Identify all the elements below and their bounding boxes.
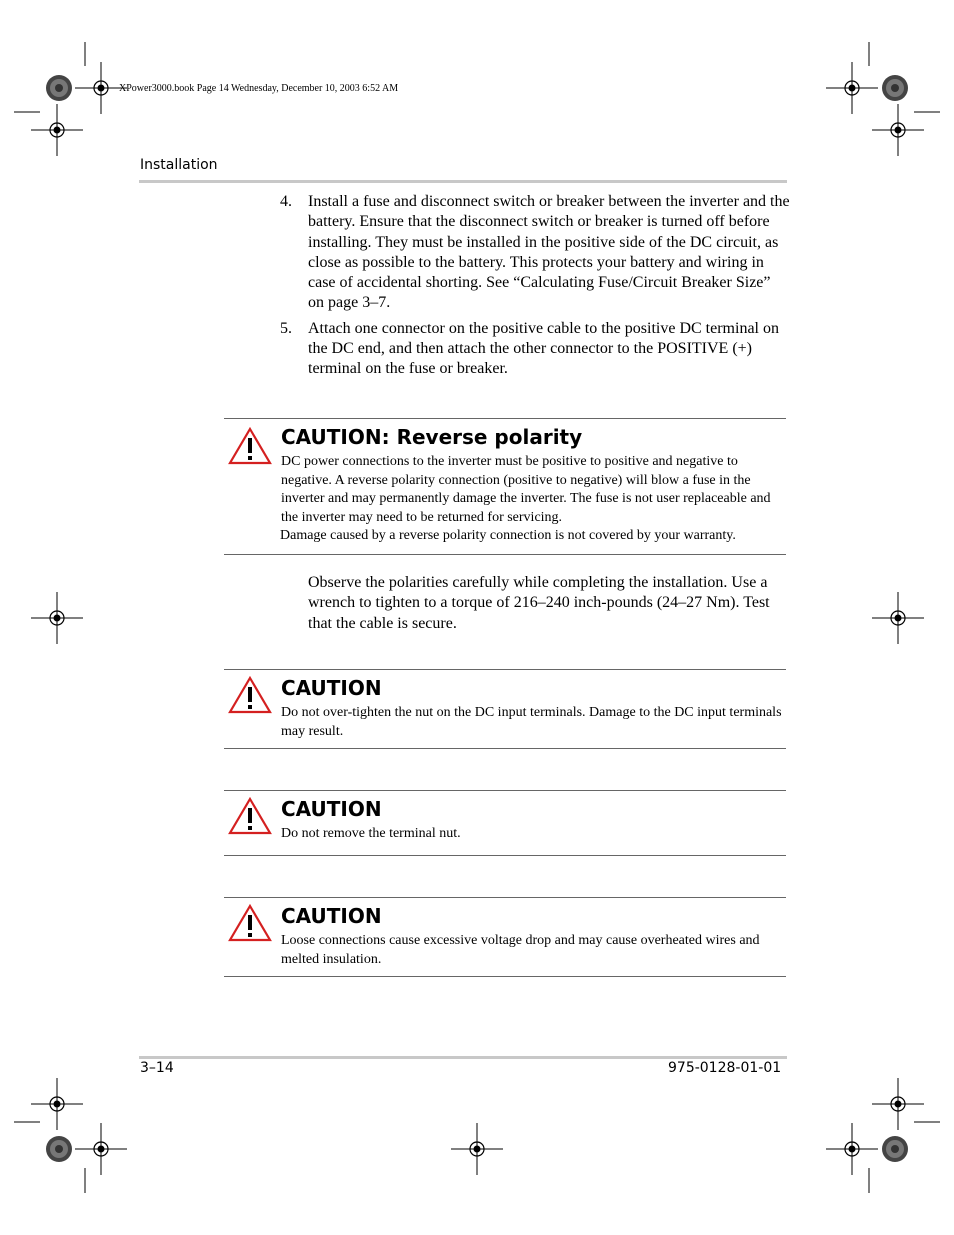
- caution-terminal-nut: [224, 790, 786, 856]
- observe-paragraph: Observe the polarities carefully while completing the installation. Use a wrench to tighten to a torque of 216–240 inch-pounds (24–27 Nm). Test that the cable is secure.: [308, 574, 770, 632]
- book-slug: XPower3000.book Page 14 Wednesday, December 10, 2003 6:52 AM: [119, 83, 399, 94]
- crosshair-mark: [31, 592, 83, 644]
- caution-title: CAUTION: [281, 904, 382, 928]
- starburst-mark-top-right: [882, 75, 908, 101]
- caution-title: CAUTION: Reverse polarity: [281, 425, 583, 449]
- caution-title: CAUTION: [281, 676, 382, 700]
- crosshair-mark: [451, 1123, 503, 1175]
- step-number: 5.: [280, 319, 292, 337]
- warning-triangle-icon: [228, 427, 272, 465]
- step-list: [280, 192, 790, 385]
- caution-body: Do not remove the terminal nut.: [281, 826, 461, 841]
- warning-triangle-icon: [228, 904, 272, 942]
- step-number: 4.: [280, 193, 292, 210]
- caution-body-paragraph: DC power connections to the inverter must be positive to positive and negative to negative. A reverse polarity connection (positive to negative) will blow a fuse in the inverter and may permanently damage the inverter. The fuse is not user replaceable and the inverter may need to be returned for servicing.: [281, 454, 771, 525]
- starburst-mark-bottom-left: [46, 1136, 72, 1162]
- footer-rule: [139, 1056, 787, 1059]
- warning-triangle-icon: [228, 797, 272, 835]
- document-number: 975-0128-01-01: [668, 1060, 782, 1076]
- caution-body: Loose connections cause excessive voltage drop and may cause overheated wires and melted insulation.: [281, 933, 760, 967]
- crosshair-mark: [872, 592, 924, 644]
- starburst-mark-bottom-right: [882, 1136, 908, 1162]
- step-text: Attach one connector on the positive cable to the positive DC terminal on the DC end, and then attach the other connector to the POSITIVE (+) terminal on the fuse or breaker.: [308, 319, 779, 378]
- caution-body: [281, 453, 789, 546]
- warning-triangle-icon: [228, 676, 272, 714]
- caution-loose-connections: [224, 897, 786, 977]
- step-text: Install a fuse and disconnect switch or breaker between the inverter and the battery. Ensure that the disconnect switch or breaker is turned off before installing. They must be installed in the positive side of the DC circuit, as close as possible to the battery. This protects your battery and wiring in case of accidental shorting. See “Calculating Fuse/Circuit Breaker Size” on page 3–7.: [308, 193, 790, 312]
- running-head: Installation: [140, 157, 218, 173]
- list-item: [280, 319, 790, 380]
- crosshair-mark: [75, 1123, 127, 1175]
- caution-over-tighten: [224, 669, 786, 749]
- crosshair-mark: [826, 1123, 878, 1175]
- header-rule: [139, 180, 787, 183]
- page-number: 3–14: [140, 1060, 174, 1076]
- caution-body: Do not over-tighten the nut on the DC input terminals. Damage to the DC input terminals may result.: [281, 705, 782, 739]
- caution-reverse-polarity: [224, 418, 786, 555]
- caution-title: CAUTION: [281, 797, 382, 821]
- crosshair-mark: [826, 62, 878, 114]
- list-item: [280, 192, 790, 314]
- starburst-mark-top-left: [46, 75, 72, 101]
- caution-body-paragraph: Damage caused by a reverse polarity connection is not covered by your warranty.: [280, 528, 736, 543]
